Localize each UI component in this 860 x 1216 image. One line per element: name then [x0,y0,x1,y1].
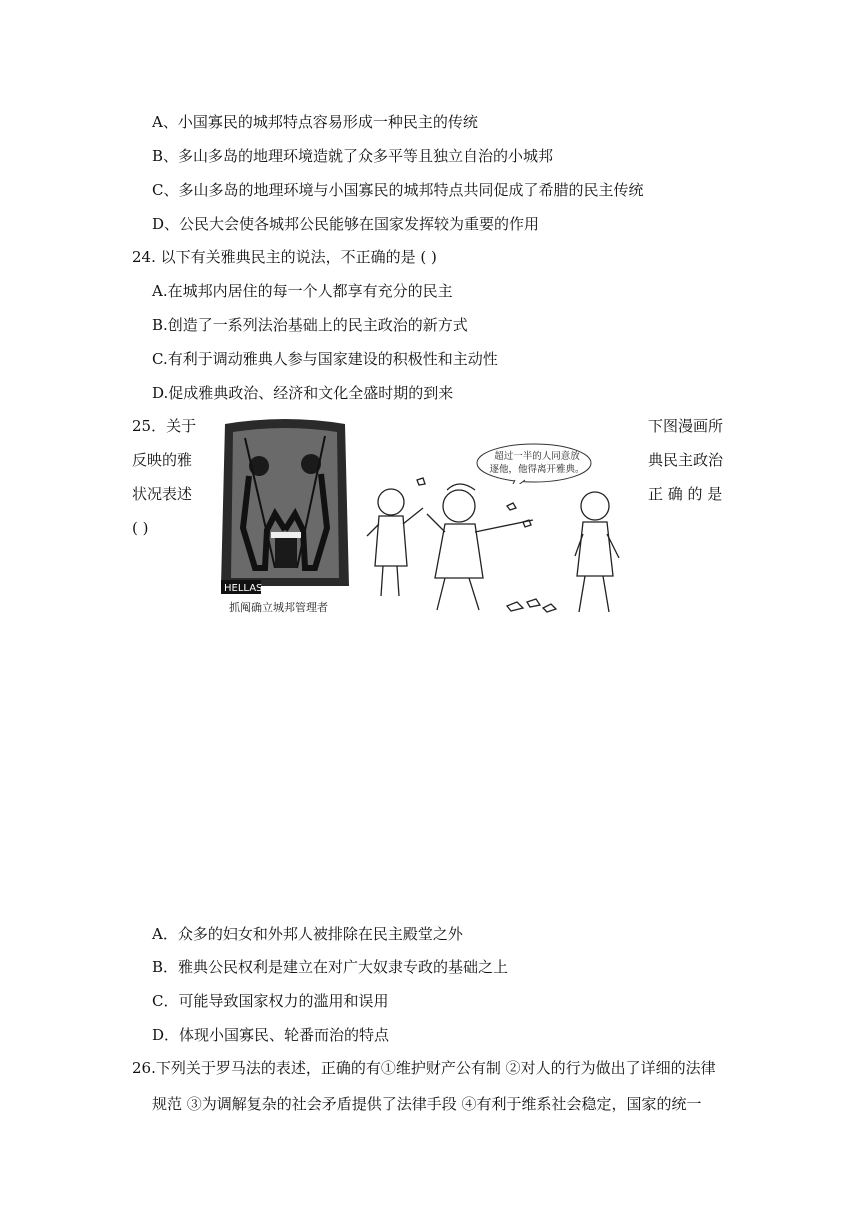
q25-cartoon-figure [207,418,635,628]
greek-vase-illustration [215,418,355,618]
q26-stem-line-1: 26.下列关于罗马法的表述，正确的有①维护财产公有制 ②对人的行为做出了详细的法律 [132,1059,716,1077]
q23-option-b: B、多山多岛的地理环境造就了众多平等且独立自治的小城邦 [152,147,554,165]
q26-stem-line-2: 规范 ③为调解复杂的社会矛盾提供了法律手段 ④有利于维系社会稳定，国家的统一 [152,1095,702,1113]
q23-option-c: C、多山多岛的地理环境与小国寡民的城邦特点共同促成了希腊的民主传统 [152,181,644,199]
q24-option-a: A.在城邦内居住的每一个人都享有充分的民主 [152,282,453,300]
q25-option-b: B．雅典公民权利是建立在对广大奴隶专政的基础之上 [152,958,509,976]
q23-option-a: A、小国寡民的城邦特点容易形成一种民主的传统 [152,113,478,131]
q24-option-d: D.促成雅典政治、经济和文化全盛时期的到来 [152,384,454,402]
figure-caption: 抓阄确立城邦管理者 [229,601,328,614]
q25-stem-left-4: ( ) [132,519,149,537]
q24-option-b: B.创造了一系列法治基础上的民主政治的新方式 [152,316,468,334]
q25-stem-left-2: 反映的雅 [132,451,193,469]
q25-option-d: D．体现小国寡民、轮番而治的特点 [152,1026,390,1044]
q25-stem-left-3: 状况表述 [132,485,193,503]
q25-stem-right-3: 正 确 的 是 [648,485,723,503]
vase-label: HELLAS [224,583,263,594]
q24-option-c: C.有利于调动雅典人参与国家建设的积极性和主动性 [152,350,498,368]
q23-option-d: D、公民大会使各城邦公民能够在国家发挥较为重要的作用 [152,215,540,233]
ostracism-cartoon-drawing [357,474,635,624]
q25-option-c: C．可能导致国家权力的滥用和误用 [152,992,389,1010]
q25-stem-left-1: 25．关于 [132,417,197,435]
q25-stem-right-1: 下图漫画所 [648,417,724,435]
q24-stem: 24. 以下有关雅典民主的说法，不正确的是 ( ) [132,248,437,266]
q25-stem-right-2: 典民主政治 [648,451,724,469]
q25-option-a: A．众多的妇女和外邦人被排除在民主殿堂之外 [152,925,463,943]
speech-bubble-text: 超过一半的人同意放 逐他，他得离开雅典。 [489,451,585,475]
